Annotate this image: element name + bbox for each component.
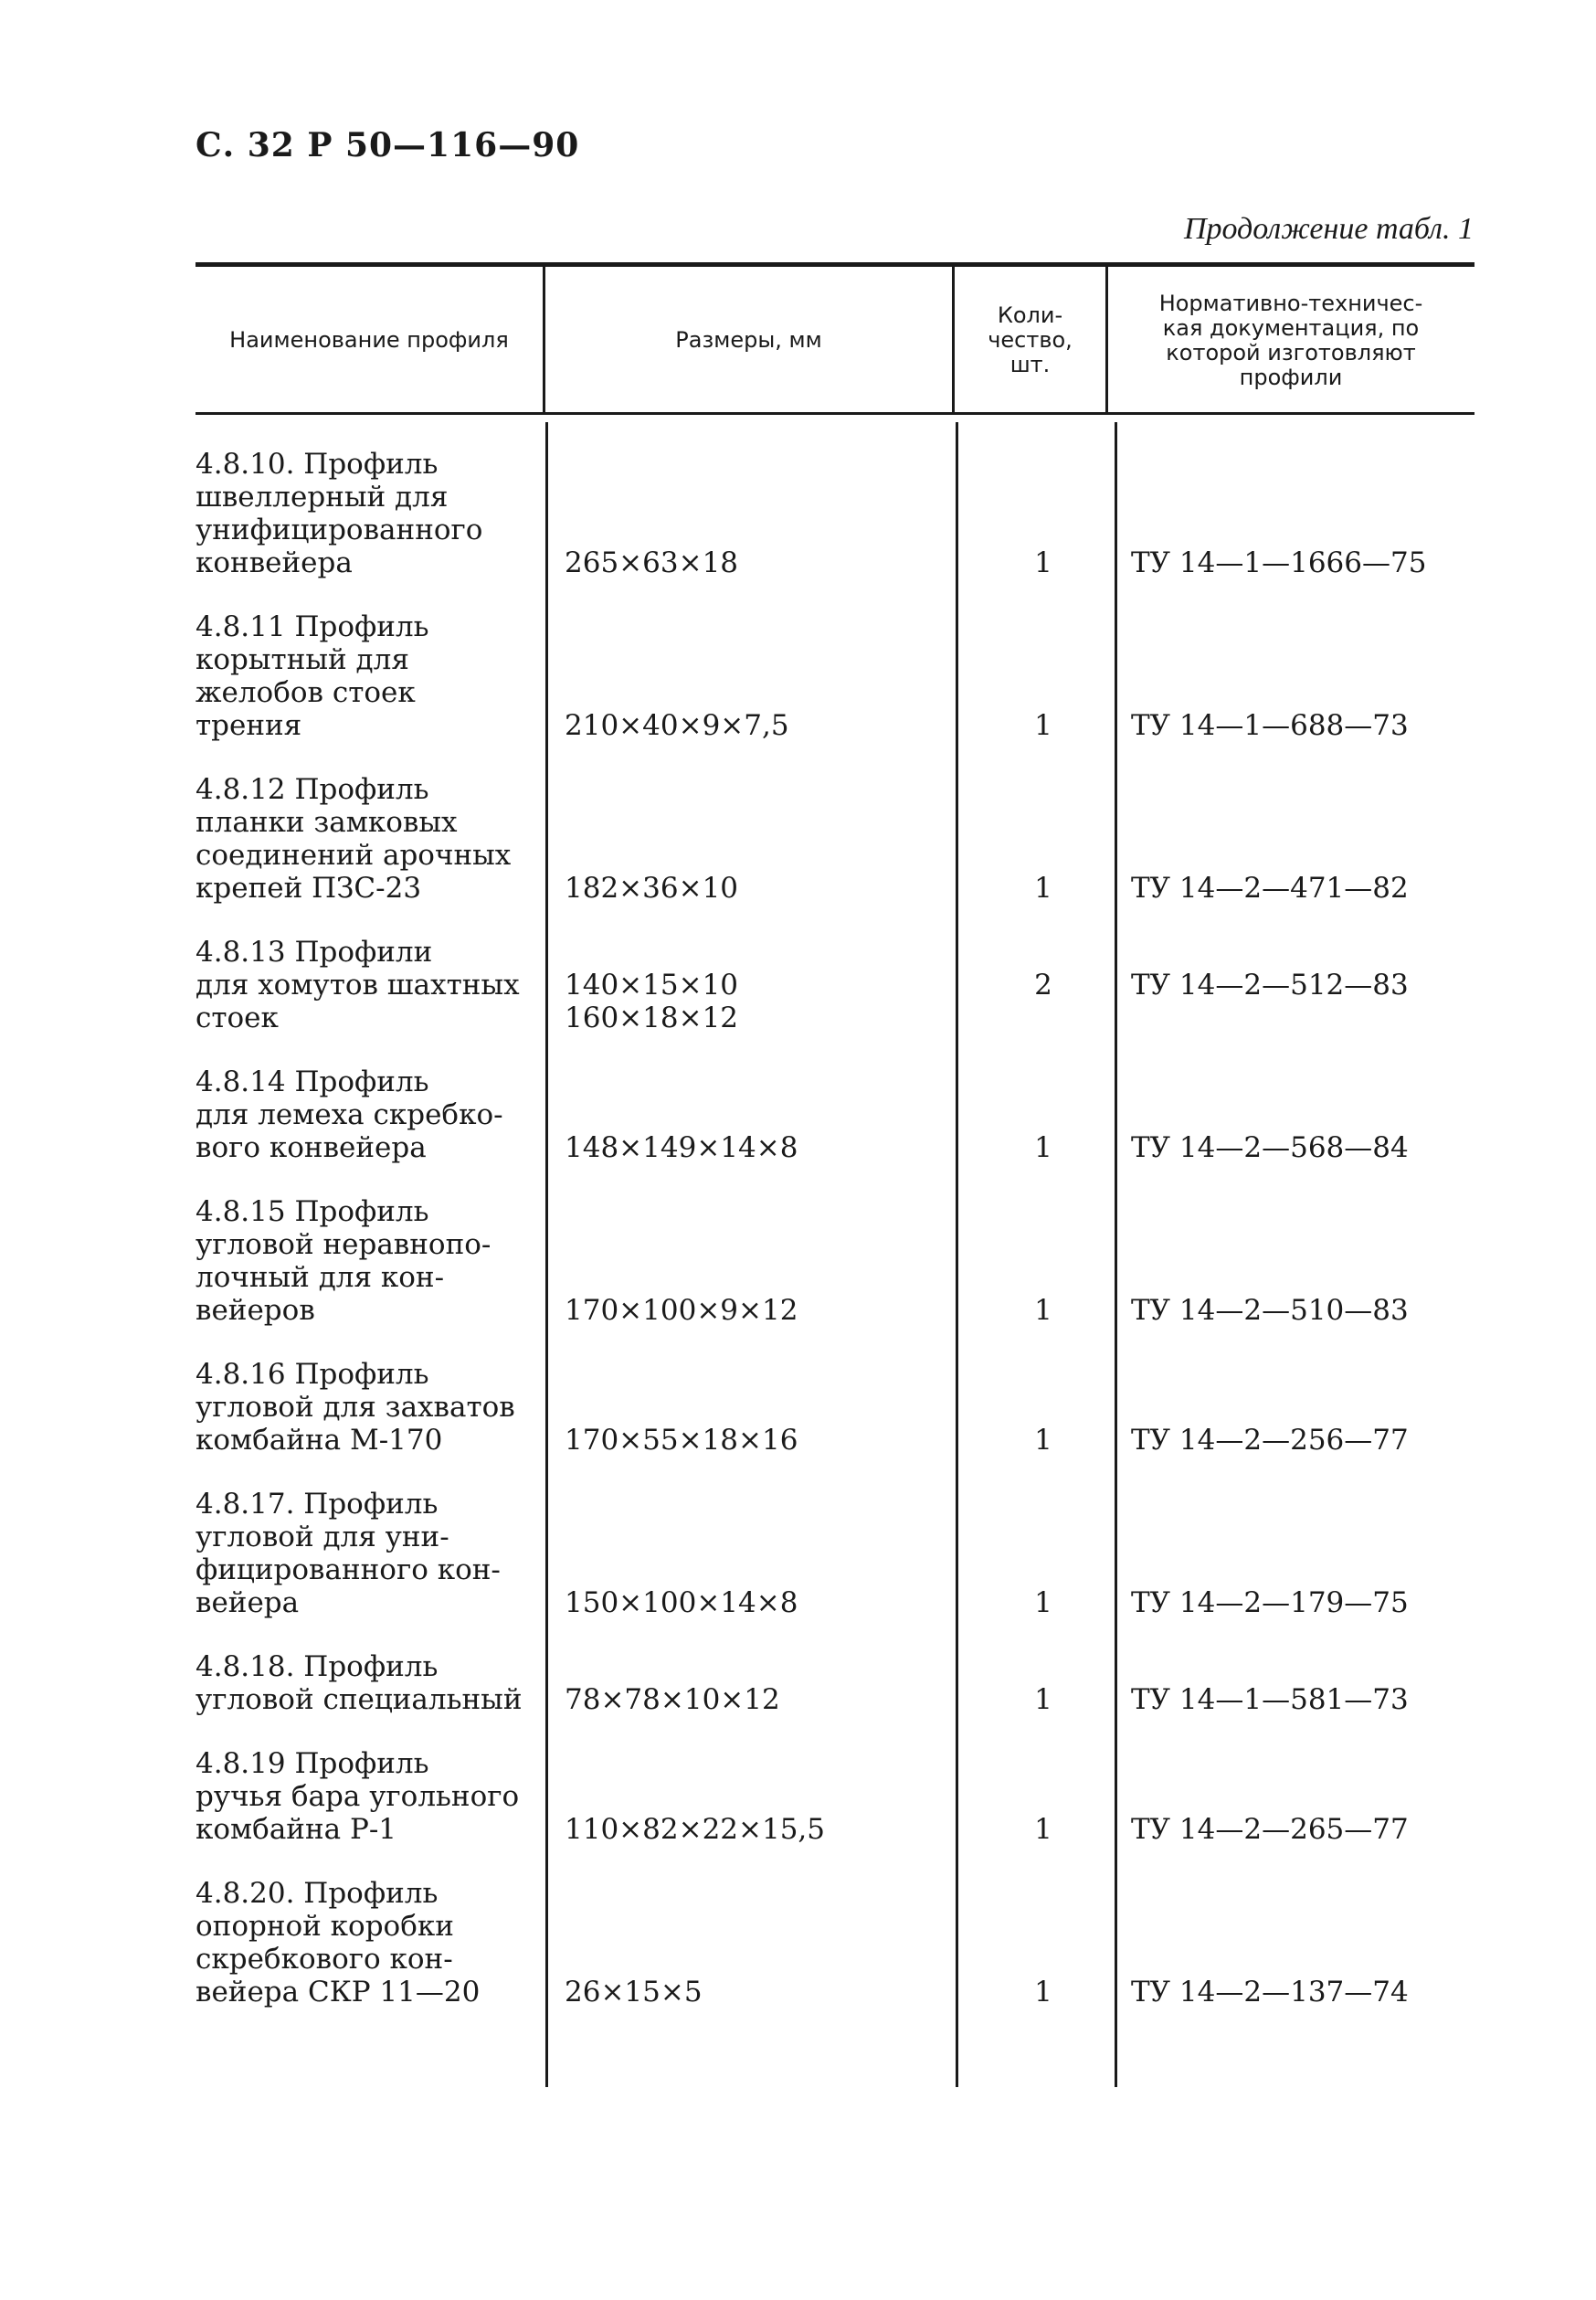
row-quantity: 1 bbox=[1034, 1294, 1052, 1327]
row-name: 4.8.16 Профиль угловой для захватов комбайна М-170 bbox=[196, 1358, 515, 1457]
row-document: ТУ 14—1—1666—75 bbox=[1131, 546, 1427, 579]
row-quantity: 1 bbox=[1034, 1976, 1052, 2009]
column-header-size: Размеры, мм bbox=[675, 327, 822, 353]
row-quantity: 1 bbox=[1034, 546, 1052, 579]
row-document: ТУ 14—2—510—83 bbox=[1131, 1294, 1409, 1327]
row-document: ТУ 14—2—512—83 bbox=[1131, 969, 1409, 1002]
row-size: 148×149×14×8 bbox=[565, 1131, 798, 1164]
row-document: ТУ 14—2—179—75 bbox=[1131, 1586, 1409, 1619]
row-quantity: 1 bbox=[1034, 1813, 1052, 1846]
row-size: 140×15×10 160×18×12 bbox=[565, 969, 739, 1034]
page-header: С. 32 Р 50—116—90 bbox=[196, 126, 580, 164]
row-name: 4.8.18. Профиль угловой специальный bbox=[196, 1650, 523, 1716]
row-name: 4.8.20. Профиль опорной коробки скребкового кон- вейера СКР 11—20 bbox=[196, 1877, 481, 2009]
row-document: ТУ 14—1—581—73 bbox=[1131, 1683, 1409, 1716]
row-quantity: 1 bbox=[1034, 1424, 1052, 1457]
table-top-rule bbox=[196, 262, 1474, 267]
row-document: ТУ 14—2—256—77 bbox=[1131, 1424, 1409, 1457]
column-divider bbox=[545, 422, 548, 2087]
row-size: 265×63×18 bbox=[565, 546, 739, 579]
row-name: 4.8.13 Профили для хомутов шахтных стоек bbox=[196, 936, 520, 1034]
row-size: 150×100×14×8 bbox=[565, 1586, 798, 1619]
row-document: ТУ 14—2—568—84 bbox=[1131, 1131, 1409, 1164]
row-name: 4.8.12 Профиль планки замковых соединений арочных крепей ПЗС-23 bbox=[196, 773, 512, 905]
row-size: 170×100×9×12 bbox=[565, 1294, 798, 1327]
header-bottom-rule bbox=[196, 412, 1474, 415]
column-header-name: Наименование профиля bbox=[229, 327, 509, 353]
row-quantity: 1 bbox=[1034, 1683, 1052, 1716]
row-quantity: 1 bbox=[1034, 709, 1052, 742]
row-quantity: 1 bbox=[1034, 1586, 1052, 1619]
row-name: 4.8.14 Профиль для лемеха скребко- вого конвейера bbox=[196, 1065, 503, 1164]
row-name: 4.8.10. Профиль швеллерный для унифицированного конвейера bbox=[196, 448, 483, 579]
column-divider bbox=[1115, 422, 1117, 2087]
column-header-quantity: Коли- чество, шт. bbox=[988, 302, 1073, 377]
row-quantity: 2 bbox=[1034, 969, 1052, 1002]
row-size: 26×15×5 bbox=[565, 1976, 703, 2009]
row-name: 4.8.15 Профиль угловой неравнопо- лочный для кон- вейеров bbox=[196, 1195, 491, 1327]
row-size: 110×82×22×15,5 bbox=[565, 1813, 826, 1846]
row-document: ТУ 14—2—265—77 bbox=[1131, 1813, 1409, 1846]
column-header-documentation: Нормативно-техничес- кая документация, по которой изготовляют профили bbox=[1158, 290, 1423, 390]
row-size: 182×36×10 bbox=[565, 872, 739, 905]
row-quantity: 1 bbox=[1034, 872, 1052, 905]
row-quantity: 1 bbox=[1034, 1131, 1052, 1164]
row-size: 210×40×9×7,5 bbox=[565, 709, 789, 742]
table-continuation-caption: Продолжение табл. 1 bbox=[1183, 212, 1474, 246]
row-name: 4.8.11 Профиль корытный для желобов стоек трения bbox=[196, 610, 429, 742]
row-size: 170×55×18×16 bbox=[565, 1424, 798, 1457]
row-document: ТУ 14—2—137—74 bbox=[1131, 1976, 1409, 2009]
column-divider bbox=[956, 422, 958, 2087]
row-document: ТУ 14—1—688—73 bbox=[1131, 709, 1409, 742]
row-name: 4.8.19 Профиль ручья бара угольного комбайна Р-1 bbox=[196, 1747, 520, 1846]
row-size: 78×78×10×12 bbox=[565, 1683, 780, 1716]
row-name: 4.8.17. Профиль угловой для уни- фицированного кон- вейера bbox=[196, 1488, 501, 1619]
row-document: ТУ 14—2—471—82 bbox=[1131, 872, 1409, 905]
